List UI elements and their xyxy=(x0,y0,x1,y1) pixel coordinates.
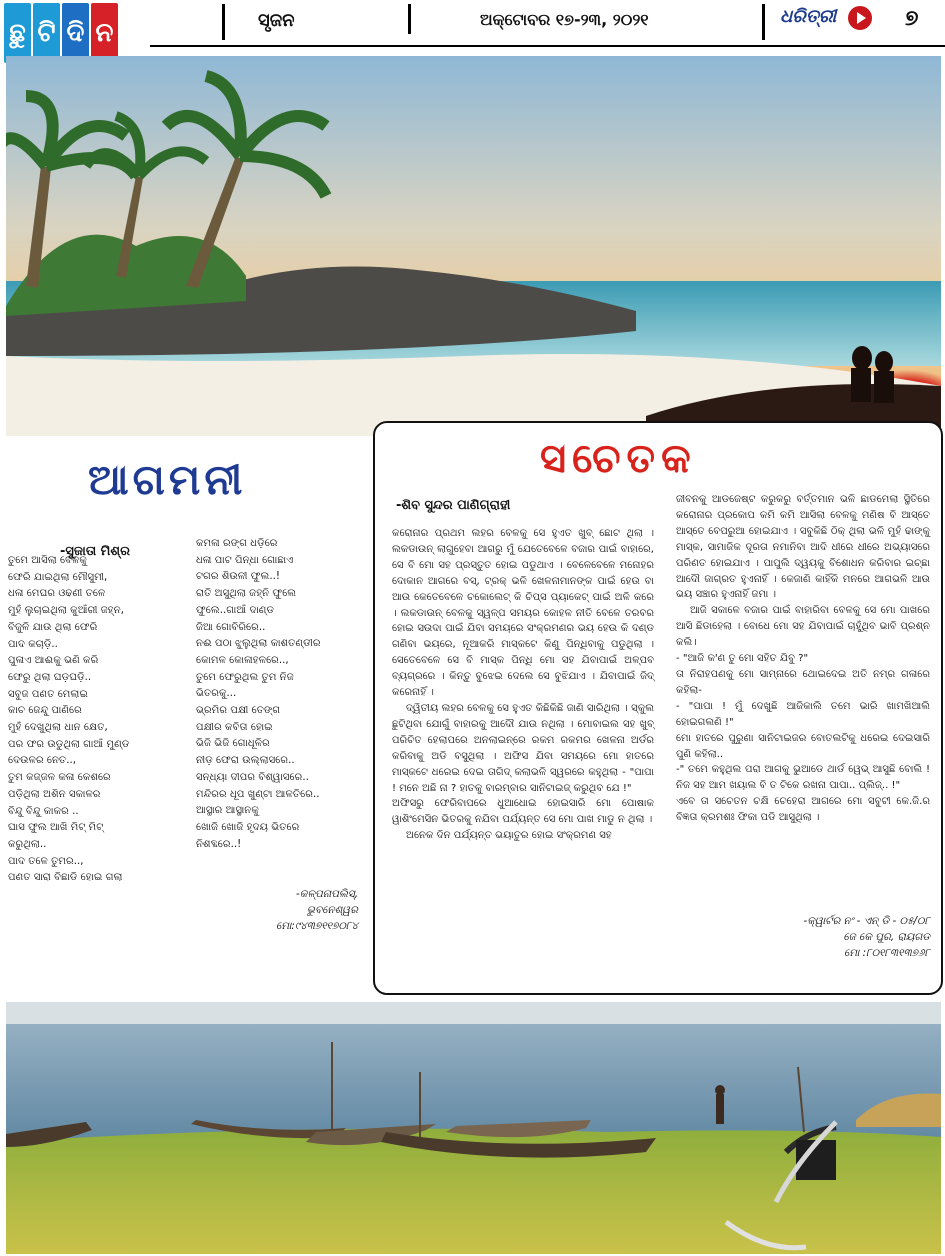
poem-line: ରାତି ଅସୁଥିଲା ଜହ୍ନି ଫୁଲେ xyxy=(196,588,297,600)
poem-line: କୋମଳ କୋଳାହଳରେ.., xyxy=(196,654,289,666)
poem-line: ନୀଡ଼ ଫେରା ଉଲ୍ଲାସରେ.. xyxy=(196,755,295,767)
story-paragraph: କରୋନାର ପ୍ରଥମ ଲହର ବେଳକୁ ସେ ହୁଏତ ଖୁବ୍ ଛୋଟ ଥିଲା । ଲକଡାଉନ୍ ଲାଗୁହେବା ଆଗରୁ ମୁଁ ଯେତେବେଳେ ବଜାର ପାଇଁ ବାହାରେ, ସେ ବି ମୋ ସହ ପ୍ରସ୍ତୁତ ହୋଇ ପଡୁଥାଏ । ବେଳେବେଳେ ମନୋହର ଦୋକାନ ଆଗରେ ବସ୍, ଟ୍ରକ୍ ଭଳି ଖେଳନାମାନଙ୍କ ପାଇଁ ହେଉ ବା ଆଉ କେତେବେଳେ ଚକୋଲେଟ୍ କି ଚିପ୍ସ ପ୍ୟାକେଟ୍ ପାଇଁ ଅଳି କରେ । ଲକଡାଉନ୍ ବେଳକୁ ସ୍ୱଳ୍ପ ସମୟର କୋହଳ ନୀତି ବେଳେ ତରବର ହୋଇ ସଉଦା ପାଇଁ ଯିବା ସମୟରେ ସଂକ୍ରମଣର ଭୟ ହେଉ କି ଦଣ୍ଡ ଗଣିବା ଭୟରେ, ନୂଆକରି ମାସ୍କଟେ କିଣୁ ପିନ୍ଧିବାକୁ ପଡୁଥିଲା । ସେତେବେଳେ ସେ ବି ମାସ୍କ ପିନ୍ଧି ମୋ ସହ ଯିବାପାଇଁ ଅଳ୍ପବ ବ୍ୟଗ୍ରରେ । କିନ୍ତୁ ବୁଝେଇ ଦେଲେ ସେ ବୁଝିଯାଏ । ଯିବାପାଇଁ ଜିଦ୍ କରେନାହିଁ । xyxy=(392,528,654,699)
poem-line: ଆସ୍ଥାର ଆସ୍ଥାନକୁ xyxy=(196,805,259,817)
poem-line: ତୁମେ ଆସିଲା ବେଳକୁ xyxy=(8,555,87,566)
poem-line: କାଚ ଜେନ୍ଦୁ ପାଣିରେ xyxy=(8,705,82,717)
story-paragraph: ଅନେକ ଦିନ ପର୍ଯ୍ୟନ୍ତ ଭୟାତୁର ହୋଇ ସଂକ୍ରମଣ ସହ xyxy=(406,830,612,842)
poem-line: କରୁଥିଲା.. xyxy=(8,838,47,850)
poem-line: ଫେରୁ ଥିଲା ଘଡ଼ଘଡ଼ି.. xyxy=(8,671,92,683)
poem-title: ଆଗମନୀ xyxy=(88,455,247,504)
poem-line: ଭିଜି ଭିଜି ଗୋଧୂଳିର xyxy=(196,738,270,750)
poem-line: ବିଜୁଳି ଯାଉ ଥିଲା ଫେରି xyxy=(8,621,98,633)
story-column-1 xyxy=(392,526,654,844)
poem-line: ପର ଫର ଉଡୁଥିଲା ଗାଆଁ ମୁଣ୍ଡ xyxy=(8,738,130,750)
header-rule xyxy=(150,45,945,47)
poem-line: ପାଦ ତଳେ ତୁମର.., xyxy=(8,855,84,867)
story-title: ସଚେତକ xyxy=(540,436,697,482)
page-number: ୭ xyxy=(905,6,919,31)
section-brand xyxy=(4,3,118,63)
story-paragraph: ମୋ ହାତରେ ପୁରୁଣା ସାନିଟାଇଜର ବୋତଲଟିକୁ ଧରେଇ ଦେଇସାରି ପୁଣି କହିଲା.. xyxy=(676,732,930,760)
play-icon xyxy=(848,6,872,30)
poem-line: ନଈ ପଠା ଝୁଲୁଥିଲା କାଶତଣ୍ଡୀର xyxy=(196,638,321,650)
brand-letter: ଟି xyxy=(33,3,60,63)
poem-line: ଫୁଲେ..ଗାଆଁ ଦାଣ୍ଡ xyxy=(196,604,275,616)
story-column-2 xyxy=(676,492,930,826)
poem-line: ଭିତରକୁ... xyxy=(196,688,237,700)
poem-line: କମଳା ରଙ୍ଗ ଧଡ଼ିରେ xyxy=(196,538,278,549)
story-paragraph: - "ପାପା ! ମୁଁ ଦେଖୁଛି ଆଜିକାଲି ତମେ ଭାରି ଖାମଖିଆଲି ହୋଇଗଲଣି !" xyxy=(676,700,930,728)
story-paragraph: -" ତମେ କହୁଥିଲ ପରା ଆଗକୁ ଭୁଆଡେ ଥାର୍ଡ ୱେଭ୍ ଆସୁଛି ବୋଲି ! ନିଜ ସହ ଆମ ଖୟାଲ ବି ତ ଟିକେ ରଖନା ପାପା.. ପ୍ଲିଜ୍.. !" xyxy=(676,764,930,792)
poem-line: ଧଳା ମେଘର ଓଢଣୀ ତଳେ xyxy=(8,588,106,600)
poem-line: ଟଗର ଶିଉଳୀ ଫୁଲ..! xyxy=(196,571,280,583)
poem-line: ନିଶବ୍ଦରେ..! xyxy=(196,838,242,850)
brand-letter: ଛୁ xyxy=(4,3,31,63)
signature-line: ଜେ କେ ପୁର, ରାୟଗଡ xyxy=(843,931,930,943)
divider xyxy=(408,4,411,34)
poem-line: ତୁମ କଜ୍ଜଳ କଳା କେଶରେ xyxy=(8,772,111,784)
poem-line: ଦେଉଳର ନେତ.., xyxy=(8,755,77,767)
signature-line: -କ୍ୱାର୍ଟର ନଂ - ଏନ୍ ଡି - ୦୫/୦୮ xyxy=(803,915,930,927)
signature-line: ମୋ :୮୦୧୮୩୧୩୭୬୮ xyxy=(844,947,930,959)
poem-column-2 xyxy=(196,536,321,853)
signature-line: ଭୁବନେଶ୍ୱର xyxy=(306,904,358,916)
newspaper-logo: ଧରିତ୍ରୀ xyxy=(780,6,837,27)
story-paragraph: ଏବେ ତା ସଚେତନ ଚକ୍ଷି ଚେହେରା ଆଗରେ ମୋ ସବୁଟୀ କେ.ଜି.ର ବିଜ୍ଞତା କ୍ରମଶଃ ଫିକା ପଡି ଆସୁଥିଲା । xyxy=(676,796,930,824)
story-paragraph: ତା ନିରାହପଣକୁ ମୋ ସାମ୍ନାରେ ଥୋଇଦେଇ ଅତି ନମ୍ର ଗଳାରେ କହିଲା- xyxy=(676,668,930,696)
divider xyxy=(762,4,765,40)
riverbank-boats-photo xyxy=(6,1002,941,1254)
poem-line: ମୁହଁ ଲୁଚାଇଥିଲା କୁଆଁରୀ ଜହ୍ନ, xyxy=(8,605,124,617)
issue-date: ଅକ୍ଟୋବର ୧୭-୨୩, ୨୦୨୧ xyxy=(480,10,649,29)
poem-author: -ସୁଜାତା ମିଶ୍ର xyxy=(60,544,130,559)
story-signature xyxy=(760,913,930,961)
beach-sunset-photo xyxy=(6,56,941,436)
story-paragraph: - "ଆଜି କ'ଣ ତୁ ମୋ ସହିତ ଯିବୁ ?" xyxy=(676,653,809,665)
section-title: ସୃଜନ xyxy=(258,10,295,31)
poem-line: ସବୁଜ ପଣତ ମେଲାଇ xyxy=(8,688,88,700)
poem-line: ପଡ଼ିଥିଲା ଅଶିନ ସକାଳର xyxy=(8,788,101,800)
poem-line: ପଣତ ସାରା ବିଛାଡି ହୋଇ ଗଲା xyxy=(8,872,123,884)
signature-line: -କଳ୍ପନାପଲିସ୍, xyxy=(296,888,358,900)
poem-line: ପୁଳାଏ ଆଈକୁ ଭଣି କରି xyxy=(8,655,99,667)
poem-line: ପକ୍ଷୀର କବିତା ହୋଇ xyxy=(196,721,273,733)
story-paragraph: ଅଫିସରୁ ଫେରିବାପରେ ଧୁଆଧୋଇ ହୋଇସାରି ମୋ ପୋଷାକ ୱାଶିଂମେସିନ ଭିତରକୁ ନଯିବା ପର୍ଯ୍ୟନ୍ତ ସେ ମୋ ପାଖ ମାଡୁ ନ ଥିଲା । xyxy=(392,798,654,826)
poem-line: ପାଦ କଚାଡ଼ି.. xyxy=(8,638,58,650)
poem-line: ମନ୍ଦିରର ଧୂପ ଖୁଣ୍ଟା ଆଳତିରେ.. xyxy=(196,788,320,800)
poem-line: ଫେରି ଯାଇଥିଲା ମୌସୁମୀ, xyxy=(8,571,108,583)
poem-line: ଭ୍ରମିର ପକ୍ଷୀ ତେଙ୍ଗ xyxy=(196,705,281,717)
poem-line: ସନ୍ଧ୍ୟା ଦୀପର ବିଶ୍ୱାସରେ.. xyxy=(196,771,309,783)
poem-line: ଘାସ ଫୁଲ ଆଖି ମିଟ୍ ମିଟ୍ xyxy=(8,822,104,834)
story-paragraph: ଜୀବନକୁ ଆଡଜେଷ୍ଟ କରୁକରୁ ବର୍ତ୍ତମାନ ଭଳି ଛାଡମେଲା ସ୍ଥିତିରେ କରୋନାର ପ୍ରକୋପ କମି କମି ଆସିଲା ବେଳକୁ ମଣିଷ ବି ଆସ୍ତେ ଆସ୍ତେ ବେପରୁଆ ହୋଇଯାଏ । ସବୁକିଛି ଠିକ୍ ଥିଲା ଭଳି ମୁହଁ ଢାଙ୍କୁ ମାସ୍କ, ସାମାଜିକ ଦୂରତା ନମାନିବା ଆଦି ଧୀରେ ଧୀରେ ଅଭ୍ୟାସରେ ପରିଣତ ହୋଇଯାଏ । ପାପୁଲି ଦ୍ୱୟକୁ ବିଶୋଧନ କରିବାର ଇଚ୍ଛା ଆଦୌ ଜାଗ୍ରତ ହୁଏନାହିଁ । କେଜାଣି କାହିଁକି ମନରେ ଆଗଭଳି ଆଉ ଭୟ ସଞ୍ଚାର ହୁଏନାହିଁ ଜମା । xyxy=(676,494,930,601)
poem-line: ବିନ୍ଦୁ ବିନ୍ଦୁ କାକର .. xyxy=(8,805,79,817)
poem-line: ତୁମେ ଫେରୁଥିଲ ତୁମ ନିଜ xyxy=(196,671,294,683)
brand-letter: ଦି xyxy=(62,3,89,63)
poem-signature xyxy=(230,886,358,934)
poem-line: ଧଳା ପାଟ ପିନ୍ଧା ଗୋଛାଏ xyxy=(196,554,294,566)
divider xyxy=(222,4,225,40)
page-header xyxy=(0,0,945,56)
story-paragraph: ଆଜି ସକାଳେ ବଜାର ପାଇଁ ବାହାରିବା ବେଳକୁ ସେ ମୋ ପାଖରେ ଆସି ଛିଡାହେଲା । ବୋଧେ ମୋ ସହ ଯିବାପାଇଁ ଚାହୁଁଥିବ ଭାବି ପ୍ରଶ୍ନ କଲି। xyxy=(676,605,930,649)
story-paragraph: ଦ୍ୱିତୀୟ ଲହର ବେଳକୁ ସେ ହୁଏତ କିଛିକିଛି ଜାଣି ସାରିଥିଲା । ସ୍କୁଲ ଛୁଟିଥିବା ଯୋଗୁଁ ବାହାରକୁ ଆଦୌ ଯାଉ ନଥିଲା । ମୋବାଇଲ ସହ ଖୁବ୍ ପରିଚିତ ହେଲାପରେ ଅନଲାଇନ୍‌ରେ ରକମ ରକମର ଖେଳନା ଅର୍ଡର କରିବାକୁ ଅଡି ବସୁଥିଲା । ଅଫିସ ଯିବା ସମୟରେ ମୋ ହାତରେ ମାସ୍କଟେ ଧରେଇ ଦେଇ ତାଗିଦ୍ କଲାଭଳି ସ୍ୱରରେ କହୁଥିଲା - "ପାପା ! ମନେ ଅଛି ନା ? ହାତକୁ ବାରମ୍ବାର ସାନିଟାଇଜ୍ କରୁଥିବ ଯେ !" xyxy=(392,702,654,794)
poem-line: ମୁହଁ ଦେଖୁଥିଲା ଧାନ କ୍ଷେତ, xyxy=(8,722,108,734)
poem-column-1 xyxy=(8,553,129,887)
poem-line: ଜିଆ ଗୋବିରିରେ.. xyxy=(196,621,266,633)
story-author: -ଶିବ ସୁନ୍ଦର ପାଣିଗ୍ରାହୀ xyxy=(396,498,511,513)
signature-line: ମୋ:୯୪୩୭୧୧୭୦୮୪ xyxy=(276,920,358,932)
poem-line: ଖୋଜି ଖୋଜି ହୃଦୟ ଭିତରେ xyxy=(196,821,300,833)
brand-letter: ନ xyxy=(91,3,118,63)
